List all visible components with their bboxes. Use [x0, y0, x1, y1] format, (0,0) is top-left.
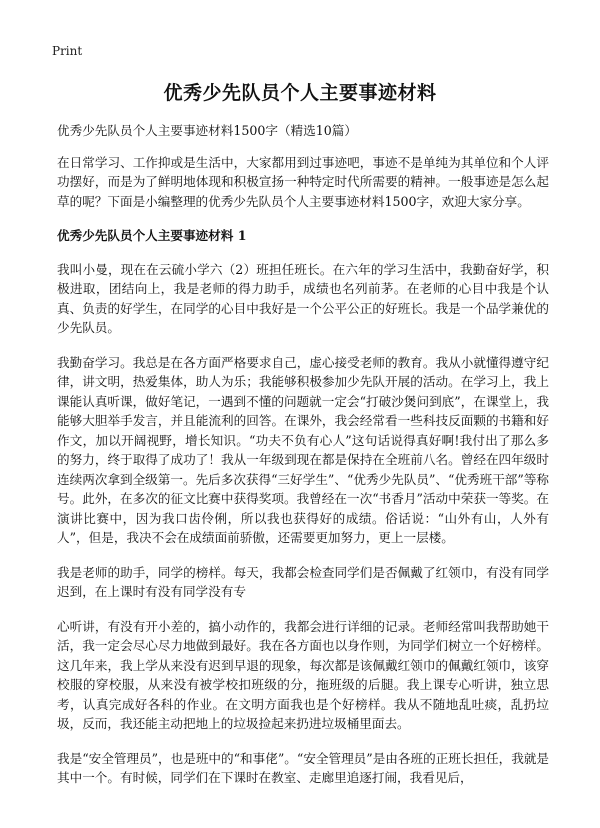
body-paragraph-5: 我是“安全管理员”，也是班中的“和事佬”。“安全管理员”是由各班的正班长担任，我就是其中一个。有时候，同学们在下课时在教室、走廊里追逐打闹，我看见后， [57, 750, 550, 785]
body-paragraph-1: 我叫小曼，现在在云硫小学六（2）班担任班长。在六年的学习生活中，我勤奋好学，积极进取，团结向上，我是老师的得力助手，成绩也名列前茅。在老师的心目中我是个认真、负责的好学生，在同学的心目中我好是一个公平公正的好班长。我是一个品学兼优的少先队员。 [57, 261, 549, 335]
document-subtitle: 优秀少先队员个人主要事迹材料1500字（精选10篇） [57, 123, 357, 138]
intro-paragraph: 在日常学习、工作抑或是生活中，大家都用到过事迹吧，事迹不是单纯为其单位和个人评功摆好，而是为了鲜明地体现和积极宣扬一种特定时代所需要的精神。一般事迹是怎么起草的呢？下面是小编整理的优秀少先队员个人主要事迹材料1500字，欢迎大家分享。 [57, 154, 549, 209]
document-body [57, 121, 549, 803]
print-link[interactable]: Print [52, 44, 83, 58]
body-paragraph-3: 我是老师的助手，同学的榜样。每天，我都会检查同学们是否佩戴了红领巾，有没有同学迟到，在上课时有没有同学没有专 [57, 564, 549, 599]
document-title: 优秀少先队员个人主要事迹材料 [163, 82, 437, 104]
body-paragraph-4: 心听讲，有没有开小差的，搞小动作的，我都会进行详细的记录。老师经常叫我帮助她干活，我一定会尽心尽力地做到最好。我在各方面也以身作则，为同学们树立一个好榜样。这几年来，我上学从来没有迟到早退的现象，每次都是该佩戴红领巾的佩戴红领巾，该穿校服的穿校服，从来没有被学校扣班级的分，拖班级的后腿。我上课专心听讲，独立思考，认真完成好各科的作业。在文明方面我也是个好榜样。我从不随地乱吐痰，乱扔垃圾，反而，我还能主动把地上的垃圾捡起来扔进垃圾桶里面去。 [57, 618, 549, 731]
body-paragraph-2: 我勤奋学习。我总是在各方面严格要求自己，虚心接受老师的教育。我从小就懂得遵守纪律，讲文明，热爱集体，助人为乐；我能够积极参加少先队开展的活动。在学习上，我上课能认真听课，做好笔记，一遇到不懂的问题就一定会“打破沙煲问到底”，在课堂上，我能够大胆举手发言，并且能流利的回答。在课外，我会经常看一些科技反面颗的书籍和好作文，加以开阔视野，增长知识。“功夫不负有心人”这句话说得真好啊!我付出了那么多的努力，终于取得了成功了！我从一年级到现在都是保持在全班前八名。曾经在四年级时连续两次拿到全级第一。先后多次获得“三好学生”、“优秀少先队员”、“优秀班干部”等称号。此外，在多次的征文比赛中获得奖项。我曾经在一次“书香月”活动中荣获一等奖。在演讲比赛中，因为我口齿伶俐，所以我也获得好的成绩。俗话说：“山外有山，人外有人”，但是，我决不会在成绩面前骄傲，还需要更加努力，更上一层楼。 [57, 354, 550, 545]
section-heading: 优秀少先队员个人主要事迹材料 1 [57, 228, 247, 243]
